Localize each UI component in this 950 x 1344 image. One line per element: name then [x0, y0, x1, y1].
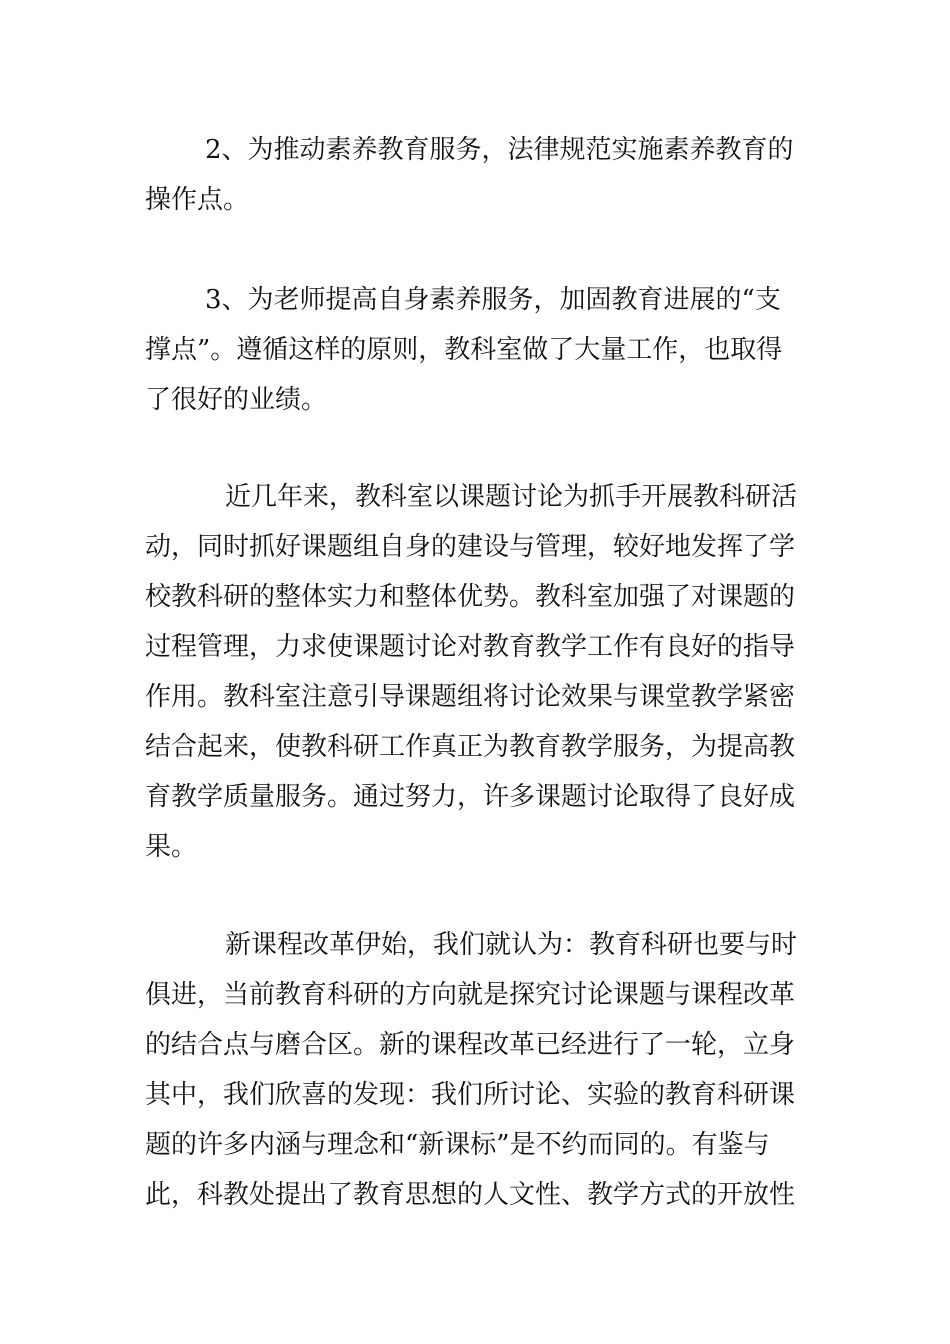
paragraph-2-line-2: 撑点”。遵循这样的原则，教科室做了大量工作，也取得 [145, 335, 783, 365]
paragraph-2-line-1: 3、为老师提高自身素养服务，加固教育进展的“支 [205, 285, 781, 315]
paragraph-2-line-3: 了很好的业绩。 [145, 385, 328, 415]
paragraph-3-line-8: 果。 [145, 832, 198, 862]
paragraph-4-line-1: 新课程改革伊始，我们就认为：教育科研也要与时 [225, 930, 798, 960]
paragraph-4-line-2: 俱进，当前教育科研的方向就是探究讨论课题与课程改革 [145, 980, 796, 1010]
paragraph-3-line-7: 育教学质量服务。通过努力，许多课题讨论取得了良好成 [145, 782, 796, 812]
paragraph-4-line-4: 其中，我们欣喜的发现：我们所讨论、实验的教育科研课 [145, 1080, 796, 1110]
paragraph-3-line-5: 作用。教科室注意引导课题组将讨论效果与课堂教学紧密 [145, 682, 796, 712]
paragraph-4-line-6: 此，科教处提出了教育思想的人文性、教学方式的开放性 [145, 1180, 796, 1210]
paragraph-4-line-3: 的结合点与磨合区。新的课程改革已经进行了一轮，立身 [145, 1030, 796, 1060]
paragraph-4-line-5: 题的许多内涵与理念和“新课标”是不约而同的。有鉴与 [145, 1130, 770, 1160]
paragraph-3-line-4: 过程管理，力求使课题讨论对教育教学工作有良好的指导 [145, 632, 796, 662]
paragraph-3-line-6: 结合起来，使教科研工作真正为教育教学服务，为提高教 [145, 732, 796, 762]
paragraph-3-line-1: 近几年来，教科室以课题讨论为抓手开展教科研活 [225, 482, 798, 512]
paragraph-3-line-3: 校教科研的整体实力和整体优势。教科室加强了对课题的 [145, 582, 796, 612]
paragraph-1-line-1: 2、为推动素养教育服务，法律规范实施素养教育的 [205, 135, 794, 165]
paragraph-3-line-2: 动，同时抓好课题组自身的建设与管理，较好地发挥了学 [145, 532, 796, 562]
paragraph-1-line-2: 操作点。 [145, 185, 250, 215]
